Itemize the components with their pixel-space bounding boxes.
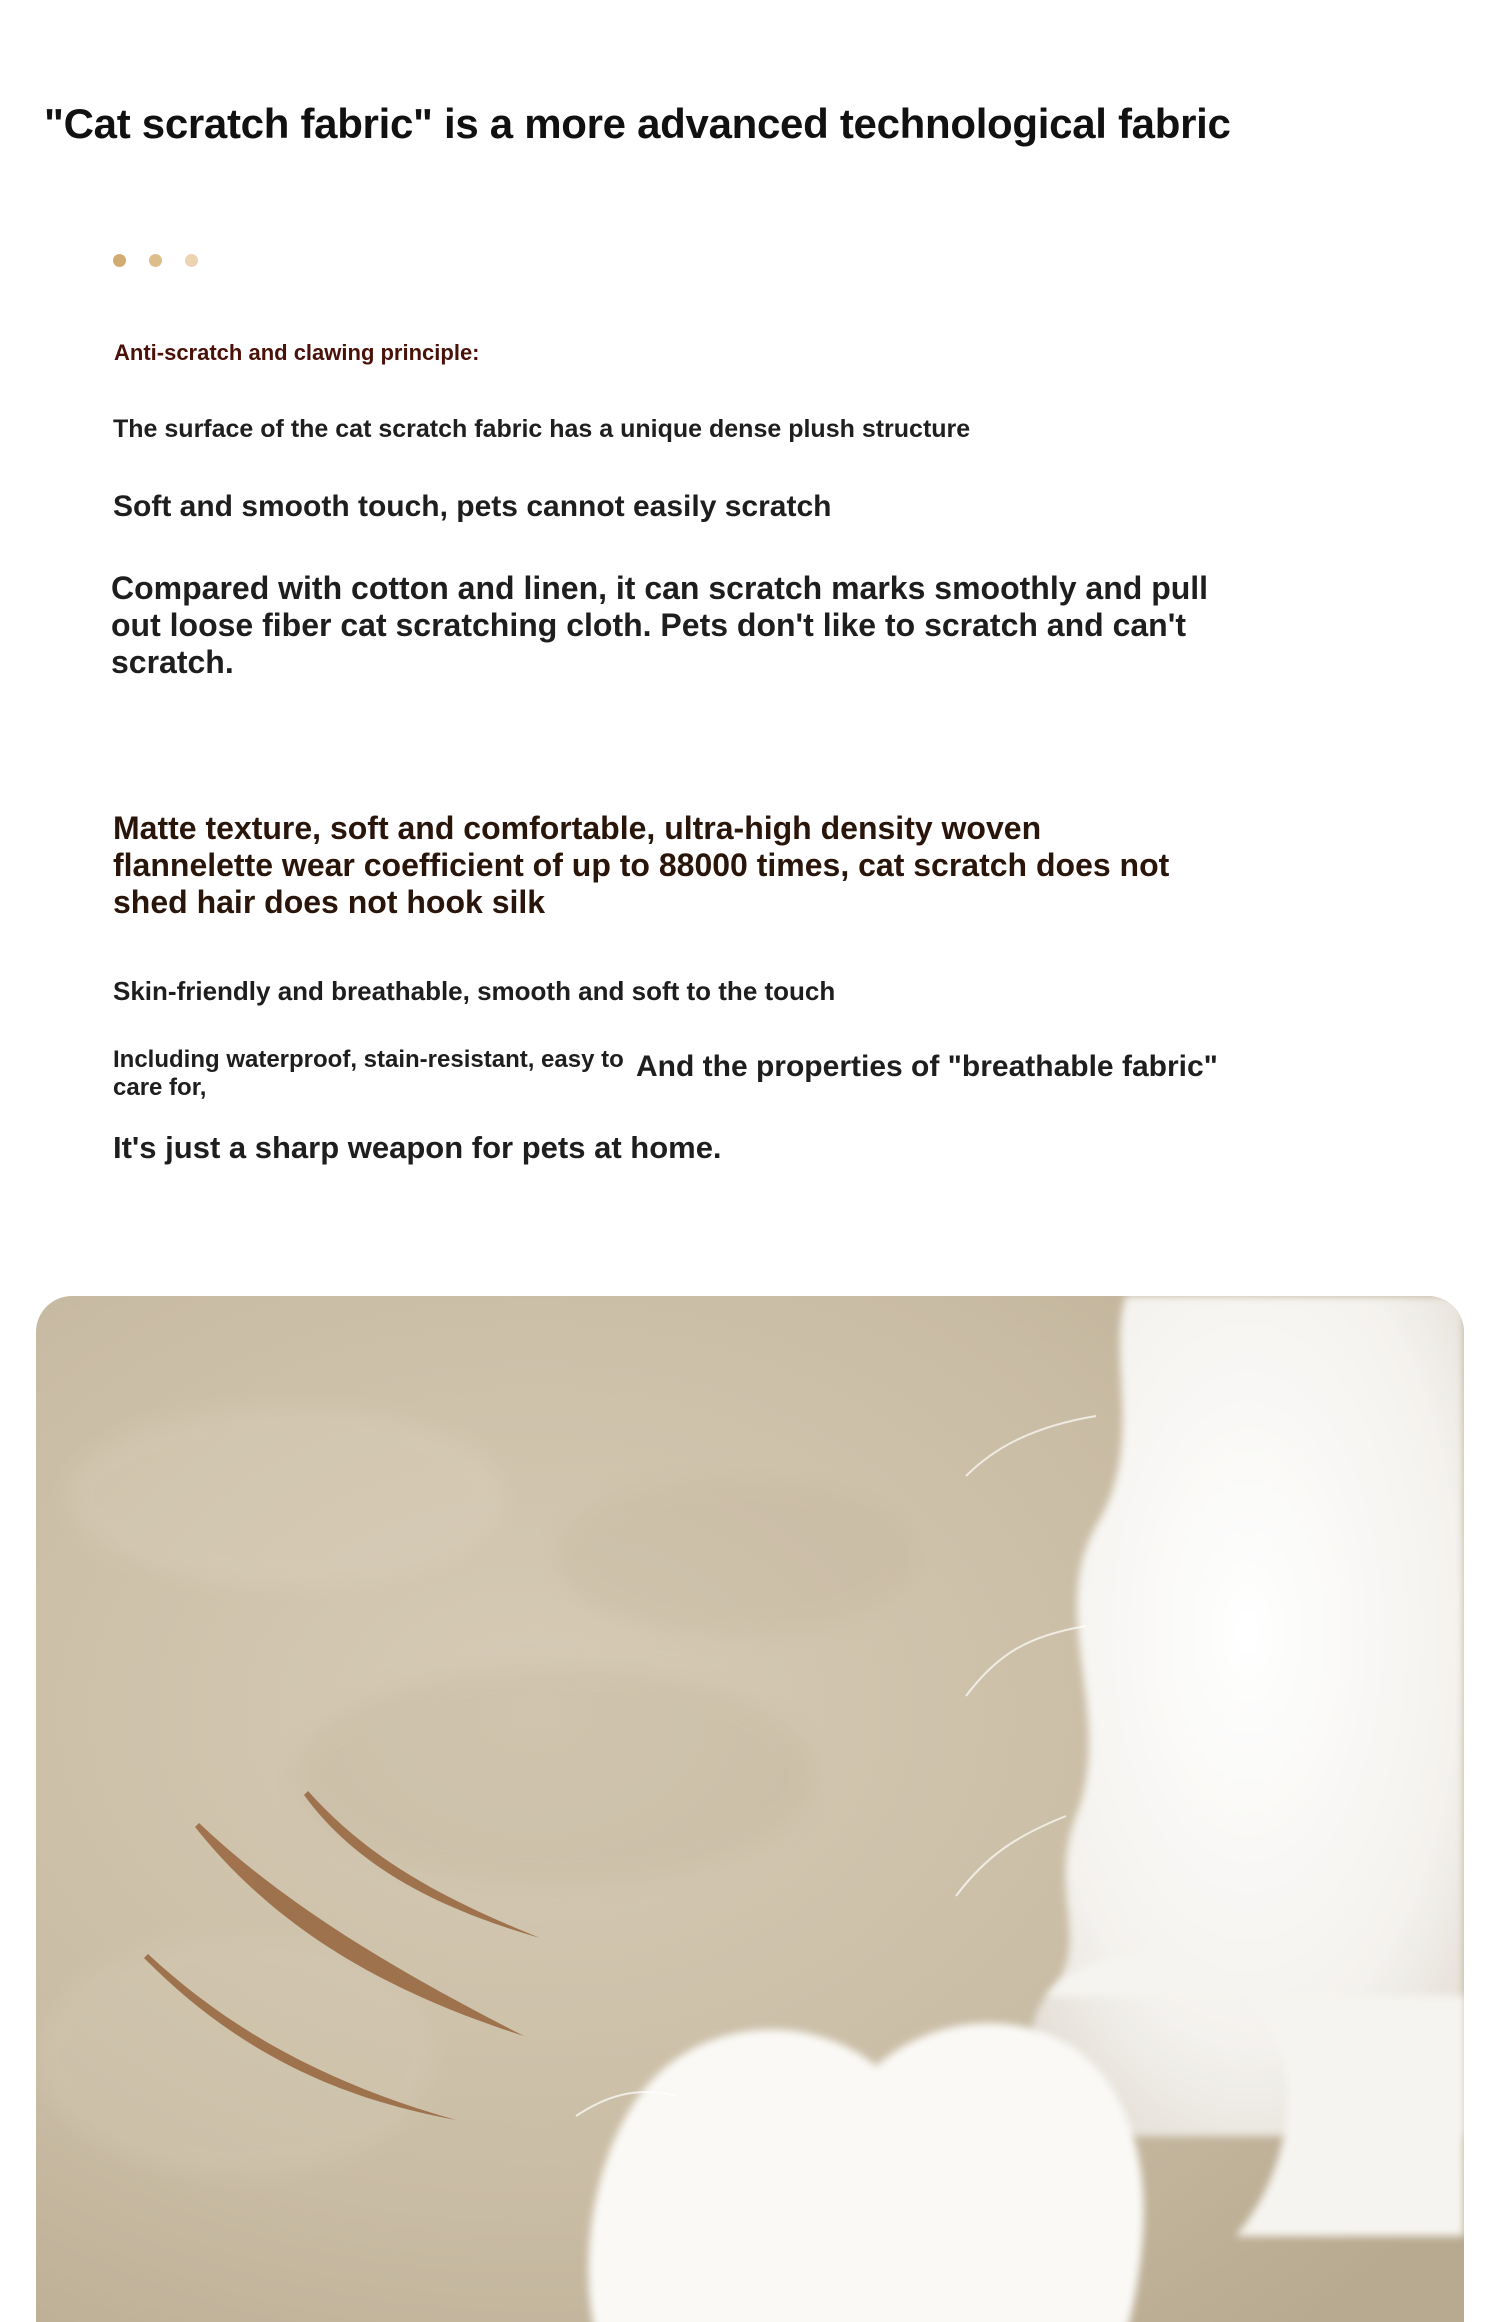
page-title: "Cat scratch fabric" is a more advanced technological fabric — [44, 100, 1231, 147]
dot-icon — [113, 254, 126, 267]
matte-texture-text: Matte texture, soft and comfortable, ultra-high density woven flannelette wear coefficient of up to 88000 times, cat scratch does not shed hair does not hook silk — [113, 810, 1170, 920]
surface-text: The surface of the cat scratch fabric has a unique dense plush structure — [113, 415, 971, 443]
skin-friendly-text: Skin-friendly and breathable, smooth and soft to the touch — [113, 976, 836, 1006]
principle-label: Anti-scratch and clawing principle: — [114, 340, 480, 365]
dot-icon — [149, 254, 162, 267]
breathable-text: And the properties of "breathable fabric" — [636, 1050, 1218, 1083]
decorative-dots — [113, 254, 203, 268]
waterproof-text: Including waterproof, stain-resistant, easy to care for, — [113, 1046, 624, 1101]
cat-front-paw — [589, 2023, 1144, 2322]
pet-weapon-text: It's just a sharp weapon for pets at home. — [113, 1130, 722, 1165]
comparison-text: Compared with cotton and linen, it can scratch marks smoothly and pull out loose fiber cat scratching cloth. Pets don't like to scratch and can't scratch. — [111, 570, 1209, 680]
photo-illustration — [36, 1296, 1464, 2322]
fabric-cat-paw-photo — [36, 1296, 1464, 2322]
dot-icon — [185, 254, 198, 267]
soft-touch-text: Soft and smooth touch, pets cannot easily scratch — [113, 490, 832, 523]
